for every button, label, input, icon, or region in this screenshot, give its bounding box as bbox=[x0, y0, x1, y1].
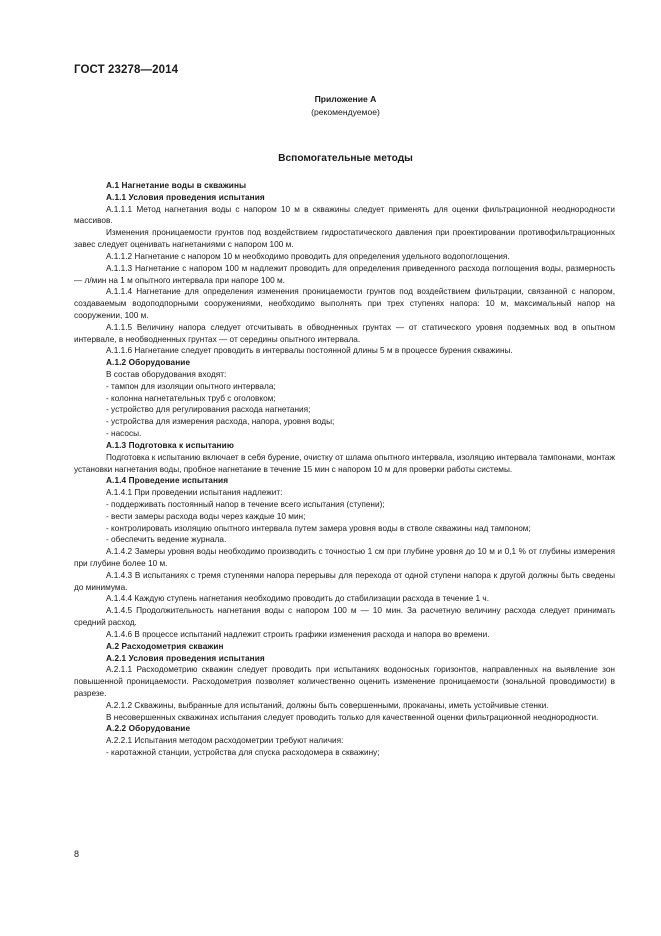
paragraph: - вести замеры расхода воды через каждые 10 мин; bbox=[106, 511, 306, 521]
paragraph: - устройство для регулирования расхода нагнетания; bbox=[106, 405, 311, 415]
paragraph: А.2.1.2 Скважины, выбранные для испытаний, должны быть совершенными, прокачаны, иметь устойчивые стенки. bbox=[106, 700, 549, 710]
paragraph: А.1.4.3 В испытаниях с тремя ступенями напора перерывы для перехода от одной ступени напора к другой должны быть сведены до минимума. bbox=[74, 570, 615, 592]
paragraph: А.1.1.2 Нагнетание с напором 10 м необходимо проводить для определения удельного водопоглощения. bbox=[106, 251, 510, 261]
paragraph: А.1.1.1 Метод нагнетания воды с напором 10 м в скважины следует применять для оценки фильтрационной неоднородности массивов. bbox=[74, 204, 615, 226]
paragraph: А.1.4.4 Каждую ступень нагнетания необходимо проводить до стабилизации расхода в течение 1 ч. bbox=[106, 594, 490, 604]
paragraph: А.2.2.1 Испытания методом расходометрии требуют наличия: bbox=[106, 736, 344, 746]
section-heading: А.2.2 Оборудование bbox=[106, 724, 191, 734]
document-header: ГОСТ 23278—2014 bbox=[74, 64, 179, 76]
paragraph: - тампон для изоляции опытного интервала; bbox=[106, 381, 276, 391]
annex-title: Приложение А bbox=[314, 94, 377, 104]
section-heading: А.2 Расходометрия скважин bbox=[106, 641, 224, 651]
document-body bbox=[74, 180, 615, 759]
paragraph: А.1.1.5 Величину напора следует отсчитывать в обводненных грунтах — от статического уровня подземных вод в опытном интервале, в необводненных грунтах — от середины опытного интервала. bbox=[74, 322, 615, 344]
paragraph: - устройства для измерения расхода, напора, уровня воды; bbox=[106, 417, 335, 427]
paragraph: А.1.4.2 Замеры уровня воды необходимо производить с точностью 1 см при глубине уровня до 10 м и 0,1 % от глубины измерения при глубине более 10 м. bbox=[74, 547, 615, 568]
page-number: 8 bbox=[74, 849, 80, 859]
paragraph: А.1.1.3 Нагнетание с напором 100 м надлежит проводить для определения приведенного расхода поглощения воды, размерность — л/мин на 1 м опытного интервала при напоре 100 м. bbox=[74, 263, 615, 285]
paragraph: - насосы. bbox=[106, 429, 142, 439]
section-heading: А.1.1 Условия проведения испытания bbox=[106, 192, 265, 202]
paragraph: В несовершенных скважинах испытания следует проводить только для качественной оценки фильтрационной неоднородности. bbox=[106, 712, 599, 722]
paragraph: - каротажной станции, устройства для спуска расходомера в скважину; bbox=[106, 748, 380, 757]
paragraph: - колонна нагнетательных труб с оголовком; bbox=[106, 393, 276, 403]
section-heading: А.1.3 Подготовка к испытанию bbox=[106, 440, 234, 450]
paragraph: А.1.4.6 В процессе испытаний надлежит строить графики изменения расхода и напора во времени. bbox=[106, 629, 490, 639]
paragraph: А.1.1.4 Нагнетание для определения изменения проницаемости грунтов под воздействием фильтрации, связанной с напором, создаваемым водоподпорными сооружениями, необходимо выполнять при трех ступенях напора: 10 м, максимальный напор на сооружении, 100 м. bbox=[74, 287, 615, 320]
paragraph: - поддерживать постоянный напор в течение всего испытания (ступени); bbox=[106, 499, 385, 509]
paragraph: - обеспечить ведение журнала. bbox=[106, 535, 227, 545]
paragraph: В состав оборудования входят: bbox=[106, 370, 227, 379]
section-heading: А.1.2 Оборудование bbox=[106, 358, 191, 368]
section-heading: А.1 Нагнетание воды в скважины bbox=[106, 181, 247, 190]
section-heading: А.2.1 Условия проведения испытания bbox=[106, 653, 265, 663]
paragraph: Изменения проницаемости грунтов под воздействием гидростатического давления при проектировании противофильтрационных завес следует оценивать нагнетаниями с напором 100 м. bbox=[74, 228, 615, 250]
paragraph: А.2.1.1 Расходометрию скважин следует проводить при испытаниях водоносных горизонтов, направленных на выявление зон повышенной проницаемости. Расходометрия позволяет количественно оценить изменение проницаемости (зональной проводимости) в разрезе. bbox=[74, 665, 615, 698]
section-heading: А.1.4 Проведение испытания bbox=[106, 476, 229, 486]
paragraph: А.1.1.6 Нагнетание следует проводить в интервалы постоянной длины 5 м в процессе бурения скважины. bbox=[106, 346, 513, 356]
annex-heading bbox=[0, 93, 661, 119]
paragraph: - контролировать изоляцию опытного интервала путем замера уровня воды в стволе скважины над тампоном; bbox=[106, 523, 531, 533]
paragraph: Подготовка к испытанию включает в себя бурение, очистку от шлама опытного интервала, изоляцию интервала тампонами, монтаж установки нагнетания воды, пробное нагнетание в течение 15 мин с напором 10 м для проверки работы системы. bbox=[74, 452, 615, 474]
paragraph: А.1.4.5 Продолжительность нагнетания воды с напором 100 м — 10 мин. За расчетную величину расхода следует принимать средний расход. bbox=[74, 606, 615, 628]
paragraph: А.1.4.1 При проведении испытания надлежит: bbox=[106, 488, 283, 498]
annex-status: (рекомендуемое) bbox=[311, 107, 380, 117]
section-title: Вспомогательные методы bbox=[278, 153, 413, 164]
